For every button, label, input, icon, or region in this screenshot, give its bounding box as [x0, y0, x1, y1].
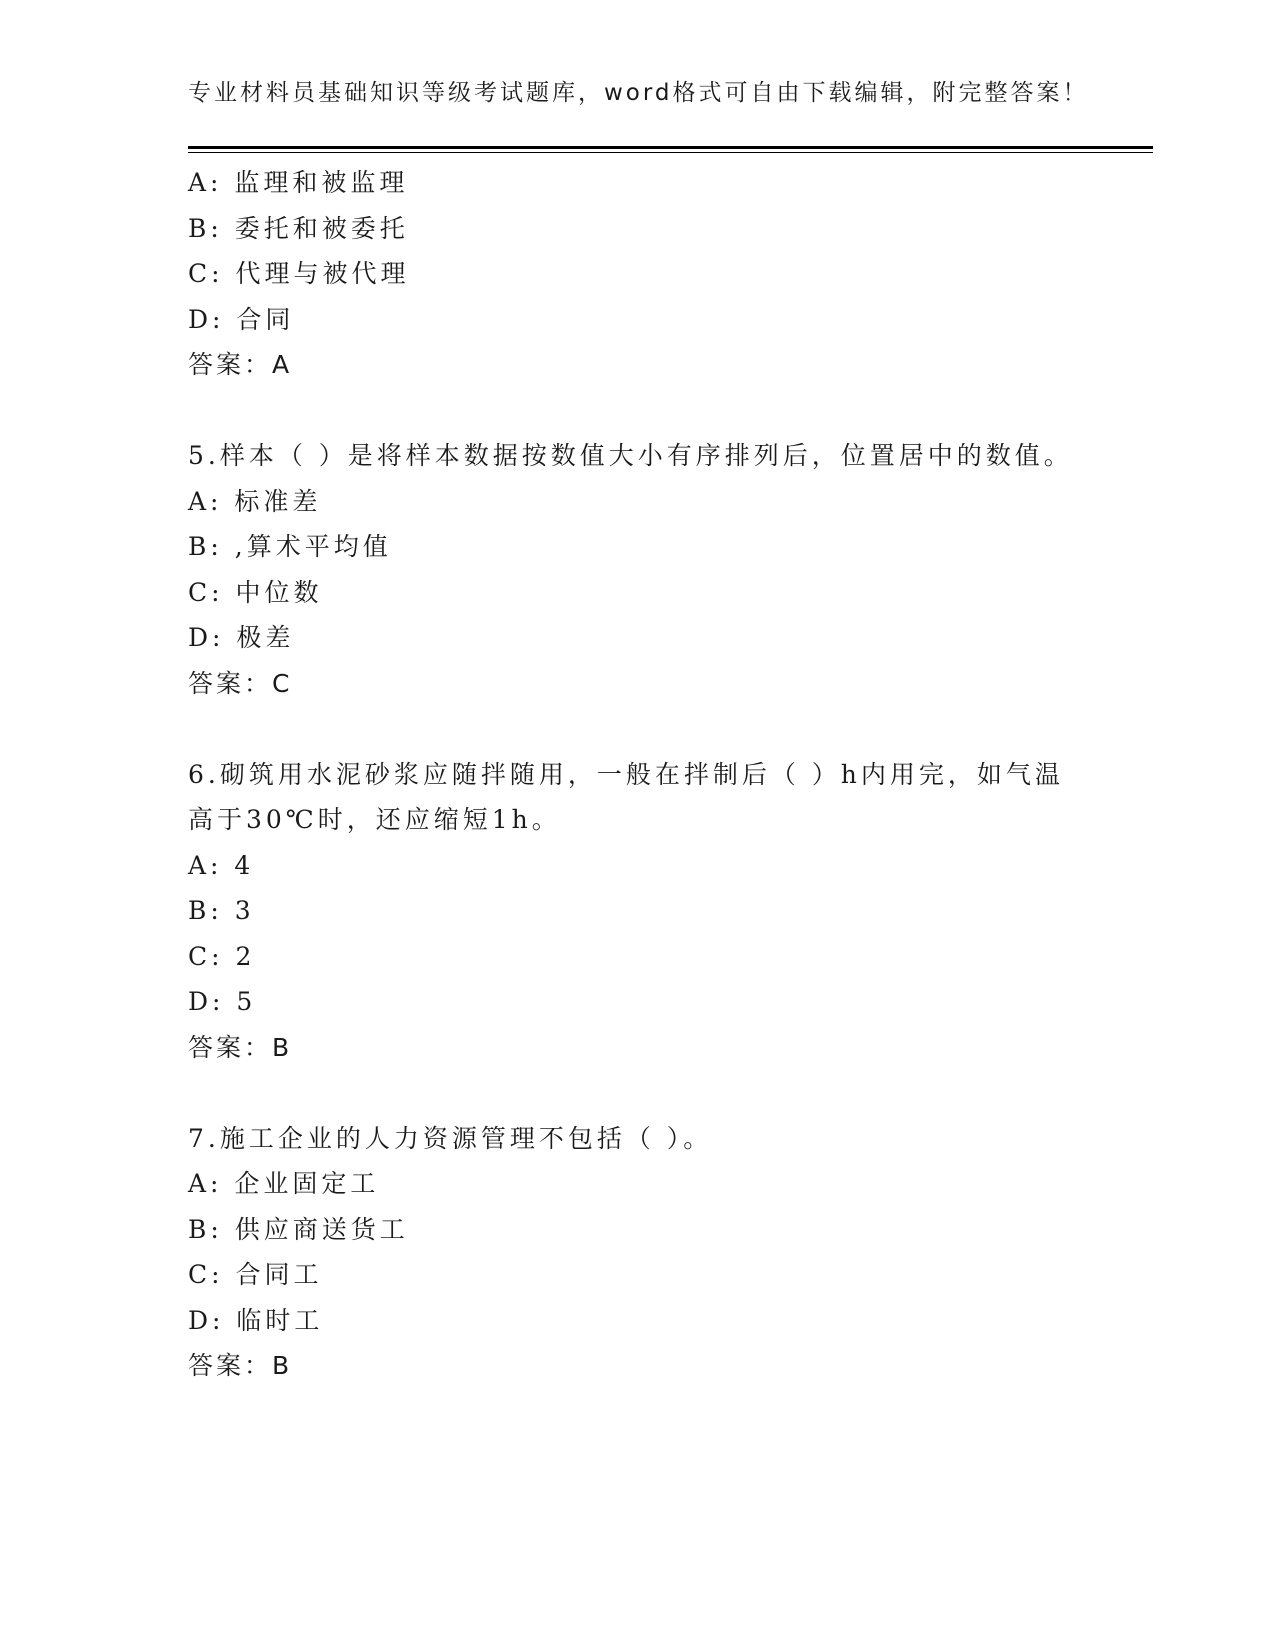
option-b: B: 委托和被委托: [188, 213, 409, 243]
spacer: [188, 706, 1128, 752]
option-d: D: 5: [188, 987, 257, 1016]
answer-line: 答案：B: [188, 1032, 293, 1062]
option-b: B: ,算术平均值: [188, 532, 392, 561]
option-d: D: 合同: [188, 304, 295, 334]
question-stem-line-2: 高于30℃时，还应缩短1h。: [188, 805, 561, 834]
question-6: [188, 752, 1128, 1071]
question-block-continued: [188, 160, 1128, 388]
answer-line: 答案：C: [188, 668, 293, 698]
spacer: [188, 1070, 1128, 1116]
option-d: D: 临时工: [188, 1305, 324, 1335]
option-b: B: 供应商送货工: [188, 1214, 409, 1244]
header-rule-thick: [188, 146, 1153, 149]
page-header: 专业材料员基础知识等级考试题库，word格式可自由下载编辑，附完整答案！: [188, 80, 1089, 106]
question-stem: 7.施工企业的人力资源管理不包括（ ）。: [188, 1123, 713, 1153]
option-d: D: 极差: [188, 623, 295, 652]
question-stem: 5.样本（ ）是将样本数据按数值大小有序排列后，位置居中的数值。: [188, 441, 1073, 470]
spacer: [188, 388, 1128, 434]
option-c: C: 中位数: [188, 577, 323, 607]
option-a: A: 企业固定工: [188, 1169, 380, 1198]
answer-line: 答案：A: [188, 350, 293, 379]
option-a: A: 4: [188, 850, 255, 880]
option-a: A: 监理和被监理: [188, 168, 409, 197]
option-c: C: 代理与被代理: [188, 259, 410, 288]
question-list: [188, 160, 1128, 1389]
question-5: [188, 433, 1128, 706]
option-a: A: 标准差: [188, 486, 322, 516]
question-7: [188, 1116, 1128, 1389]
option-b: B: 3: [188, 896, 255, 925]
answer-line: 答案：B: [188, 1351, 293, 1380]
header-rule-thin: [188, 152, 1153, 153]
question-stem-line-1: 6.砌筑用水泥砂浆应随拌随用，一般在拌制后（ ）h内用完，如气温: [188, 759, 1064, 789]
option-c: C: 合同工: [188, 1260, 323, 1289]
option-c: C: 2: [188, 941, 256, 971]
